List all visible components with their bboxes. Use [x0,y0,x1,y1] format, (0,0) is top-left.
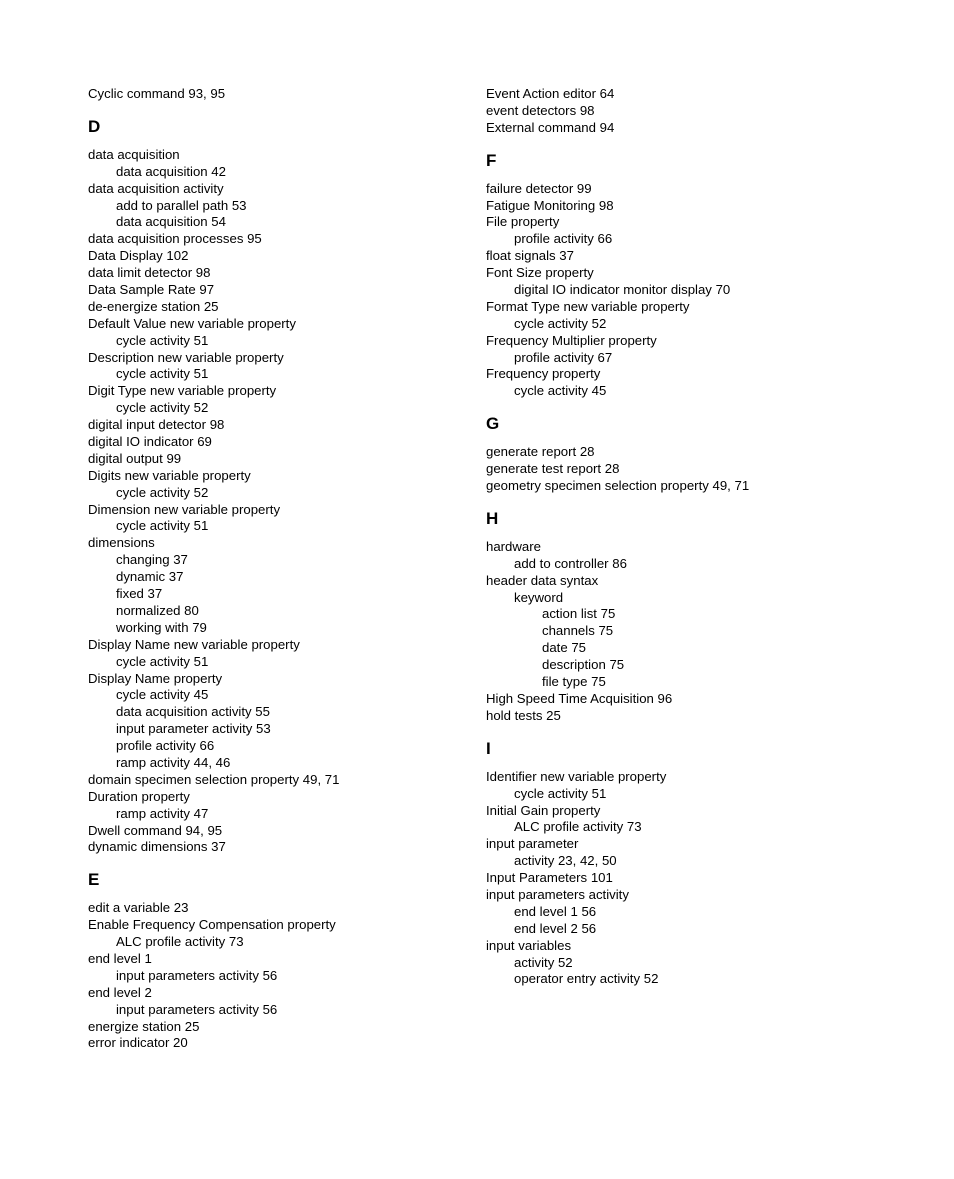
index-subentry: working with 79 [116,619,207,635]
index-entry: dimensions [88,535,155,551]
index-entry: Frequency property [486,366,601,382]
index-entry: domain specimen selection property 49, 71 [88,771,340,787]
index-entry: Cyclic command 93, 95 [88,86,226,101]
index-letter-heading: H [486,508,499,528]
index-entry: input parameters activity [486,886,629,902]
index-entry: Fatigue Monitoring 98 [486,197,614,213]
index-subentry: cycle activity 51 [116,653,209,669]
index-entry: float signals 37 [486,248,574,264]
index-entry: data acquisition [88,146,180,162]
index-subentry: cycle activity 51 [116,366,209,382]
index-subentry: input parameters activity 56 [116,1001,278,1017]
index-entry: data acquisition processes 95 [88,231,262,247]
index-entry: Input Parameters 101 [486,870,613,886]
index-subentry: operator entry activity 52 [514,971,659,987]
index-subentry: end level 1 56 [514,903,597,919]
index-entry: digital output 99 [88,450,182,466]
index-entry: Font Size property [486,265,594,281]
index-entry: generate test report 28 [486,461,620,477]
index-entry: data limit detector 98 [88,265,211,281]
index-entry: end level 2 [88,984,152,1000]
index-entry: Frequency Multiplier property [486,332,657,348]
index-subentry: cycle activity 52 [116,400,209,416]
index-entry: Format Type new variable property [486,298,690,314]
index-subentry: digital IO indicator monitor display 70 [514,282,731,298]
index-entry: hardware [486,538,541,554]
index-letter-heading: G [486,414,500,434]
index-entry: dynamic dimensions 37 [88,839,226,855]
index-letter-heading: E [88,870,100,890]
index-subentry: cycle activity 51 [514,785,607,801]
index-entry: Display Name property [88,670,223,686]
index-subentry: activity 52 [514,954,573,970]
index-entry: High Speed Time Acquisition 96 [486,690,673,706]
index-entry: Digit Type new variable property [88,383,277,399]
index-subentry: dynamic 37 [116,569,184,585]
index-subentry: ALC profile activity 73 [116,934,244,950]
index-entry: de-energize station 25 [88,298,219,314]
index-entry: edit a variable 23 [88,900,189,916]
index-entry: Dimension new variable property [88,501,281,517]
index-entry: failure detector 99 [486,180,592,196]
index-entry: Event Action editor 64 [486,86,615,101]
index-subentry: data acquisition 42 [116,163,226,179]
index-entry: Default Value new variable property [88,315,296,331]
index-entry: digital IO indicator 69 [88,434,212,450]
index-entry: event detectors 98 [486,102,595,118]
index-entry: Dwell command 94, 95 [88,822,223,838]
index-subentry: cycle activity 51 [116,518,209,534]
index-subentry: data acquisition activity 55 [116,704,270,720]
index-entry: energize station 25 [88,1018,200,1034]
index-entry: External command 94 [486,119,615,135]
index-subentry: keyword [514,589,564,605]
index-subentry: input parameters activity 56 [116,967,278,983]
index-subentry: channels 75 [542,623,614,639]
index-subentry: cycle activity 52 [116,484,209,500]
index-entry: end level 1 [88,950,152,966]
index-subentry: activity 23, 42, 50 [514,853,617,869]
index-subentry: ramp activity 44, 46 [116,754,231,770]
index-letter-heading: I [486,738,491,758]
index-entry: Identifier new variable property [486,768,667,784]
index-entry: input parameter [486,836,579,852]
index-entry: Data Display 102 [88,248,189,264]
index-entry: Description new variable property [88,349,284,365]
index-subentry: add to parallel path 53 [116,197,247,213]
index-subentry: date 75 [542,640,586,656]
index-subentry: ramp activity 47 [116,805,209,821]
index-entry: input variables [486,937,572,953]
index-subentry: file type 75 [542,674,606,690]
index-subentry: input parameter activity 53 [116,721,271,737]
index-entry: File property [486,214,560,230]
index-letter-heading: F [486,150,497,170]
index-subentry: data acquisition 54 [116,214,226,230]
index-entry: Display Name new variable property [88,636,300,652]
index-entry: Initial Gain property [486,802,601,818]
index-subentry: cycle activity 52 [514,315,607,331]
index-subentry: normalized 80 [116,602,199,618]
index-subentry: changing 37 [116,552,188,568]
index-subentry: profile activity 67 [514,349,613,365]
index-subentry: cycle activity 45 [514,383,607,399]
index-entry: generate report 28 [486,444,595,460]
index-column-left [88,86,468,1052]
index-entry: hold tests 25 [486,707,561,723]
index-entry: Data Sample Rate 97 [88,282,215,298]
index-subentry: cycle activity 45 [116,687,209,703]
index-entry: data acquisition activity [88,180,224,196]
index-subentry: add to controller 86 [514,555,627,571]
index-subentry: description 75 [542,657,625,673]
index-subentry: end level 2 56 [514,920,597,936]
index-subentry: action list 75 [542,606,616,622]
index-subentry: ALC profile activity 73 [514,819,642,835]
index-entry: Enable Frequency Compensation property [88,917,336,933]
index-entry: Digits new variable property [88,467,251,483]
index-entry: digital input detector 98 [88,417,225,433]
index-entry: error indicator 20 [88,1035,188,1051]
index-subentry: profile activity 66 [514,231,613,247]
index-subentry: fixed 37 [116,586,163,602]
index-entry: geometry specimen selection property 49, 71 [486,478,750,494]
index-subentry: cycle activity 51 [116,332,209,348]
index-entry: Duration property [88,788,190,804]
index-column-right [486,86,866,988]
index-letter-heading: D [88,116,101,136]
index-entry: header data syntax [486,572,599,588]
index-subentry: profile activity 66 [116,738,215,754]
